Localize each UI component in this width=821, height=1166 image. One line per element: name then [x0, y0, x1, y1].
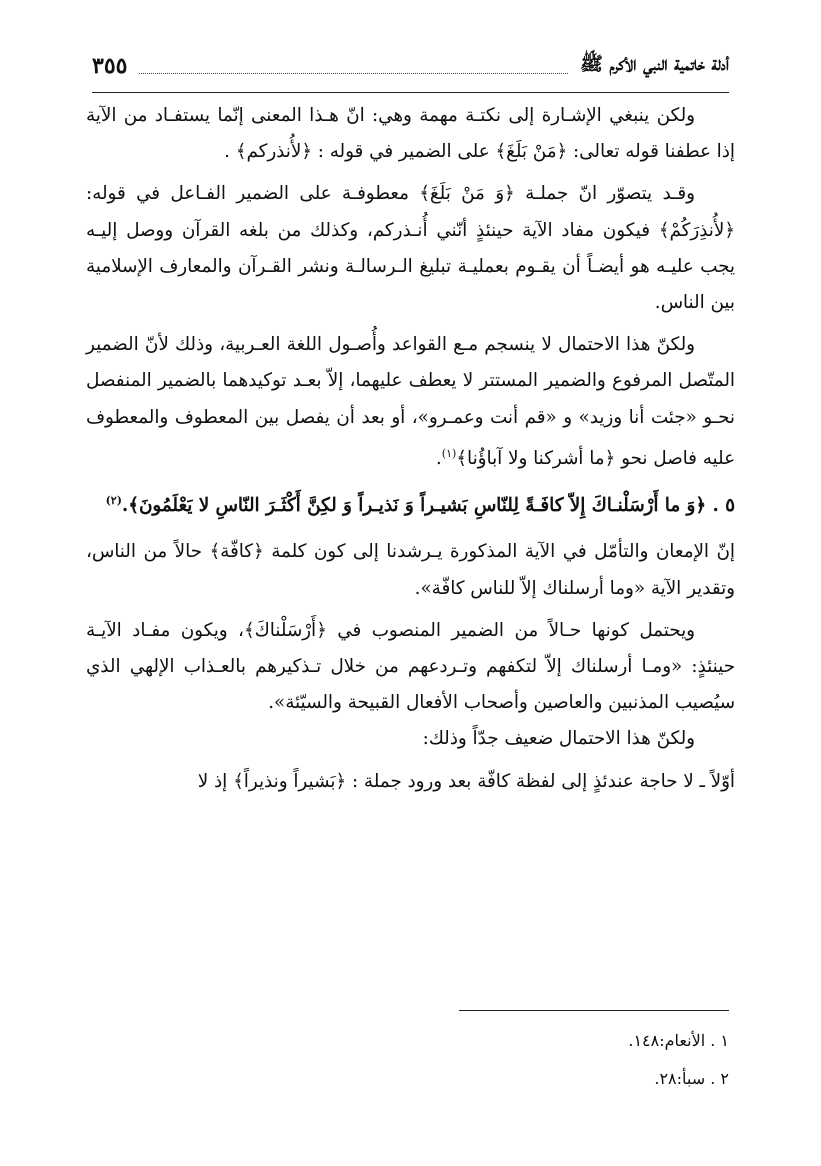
footnotes: [92, 1022, 729, 1098]
paragraph: أوّلاً ـ لا حاجة عندئذٍ إلى لفظة كافّة بعد ورود جملة : ﴿بَشيراً ونذيراً﴾ إذ لا: [197, 770, 735, 792]
footnote: ١ . الأنعام:١٤٨.: [628, 1031, 729, 1050]
paragraph: ويحتمل كونها حـالاً من الضمير المنصوب في ﴿أَرْسَلْناكَ﴾، ويكون مفـاد الآيـة حينئذٍ: «ومـا أرسلناك إلاّ لتكفهم وتـردعهم من خلال تـذكيرهم بالعـذاب الإلهي الذي سيُصيب المذنبين والعاصين وأصحاب الأفعال القبيحة والسيّئة».: [86, 619, 735, 714]
paragraph: إنّ الإمعان والتأمّل في الآية المذكورة يـرشدنا إلى كون كلمة ﴿كافّة﴾ حالاً من الناس، وتقدير الآية «وما أرسلناك إلاّ للناس كافّة».: [86, 541, 735, 599]
body-text: [86, 98, 735, 800]
verse-text: ٥ . ﴿وَ ما أَرْسَلْنـاكَ إِلاّ كافَـةً لِلنّاسِ بَشيـراً وَ نَذيـراً وَ لكِنَّ أَكْثَـرَ النّاسِ لا يَعْلَمُونَ﴾.: [121, 495, 735, 517]
footnote: ٢ . سبأ:٢٨.: [654, 1069, 729, 1088]
numbered-verse: [86, 483, 735, 524]
paragraph: وقـد يتصوّر انّ جملـة ﴿وَ مَنْ بَلَغَ﴾ معطوفـة على الضمير الفـاعل في قوله: ﴿لأُنذِرَكُمْ﴾ فيكون مفاد الآية حينئذٍ أنّني أُنـذركم، وكذلك من بلغه القرآن ووصل إليـه يجب عليـه هو أيضـاً أن يقـوم بعمليـة تبليغ الـرسالـة ونشر القـرآن والمعارف الإسلامية بين الناس.: [86, 183, 735, 314]
running-header: [92, 44, 729, 88]
footnote-marker: (١): [441, 446, 457, 460]
footnote-rule: [459, 1010, 729, 1011]
running-title: أدلة خاتمية النبي الأكرم ﷺ: [579, 53, 729, 75]
footnote-marker: (٢): [105, 494, 122, 508]
page-number: ٣٥٥: [92, 53, 128, 79]
paragraph: ولكن ينبغي الإشـارة إلى نكتـة مهمة وهي: انّ هـذا المعنى إنّما يستفـاد من الآية إذا عطفنا قوله تعالى: ﴿مَنْ بَلَغَ﴾ على الضمير في قوله : ﴿لأُنذركم﴾ .: [86, 105, 735, 163]
paragraph: ولكنّ هذا الاحتمال لا ينسجم مـع القواعد وأُصـول اللغة العـربية، وذلك لأنّ الضمير المتّصل المرفوع والضمير المستتر لا يعطف عليهما، إلاّ بعـد توكيدهما بالضمير المنفصل نحـو «جئت أنا وزيد» و «قم أنت وعمـرو»، أو بعد أن يفصل بين المعطوف والمعطوف عليه فاصل نحو ﴿ما أشركنا ولا آباؤُنا﴾$^{(١)}$.: [86, 334, 735, 469]
leader-dots: [139, 59, 567, 74]
paragraph-text: ولكنّ هذا الاحتمال لا ينسجم مـع القواعد وأُصـول اللغة العـربية، وذلك لأنّ الضمير المتّصل المرفوع والضمير المستتر لا يعطف عليهما، إلاّ بعـد توكيدهما بالضمير المنفصل نحـو «جئت أنا وزيد» و «قم أنت وعمـرو»، أو بعد أن يفصل بين المعطوف والمعطوف عليه فاصل نحو ﴿ما أشركنا ولا آباؤُنا﴾: [86, 334, 735, 469]
paragraph: ولكنّ هذا الاحتمال ضعيف جدّاً وذلك:: [422, 728, 695, 750]
header-rule: [92, 92, 729, 93]
